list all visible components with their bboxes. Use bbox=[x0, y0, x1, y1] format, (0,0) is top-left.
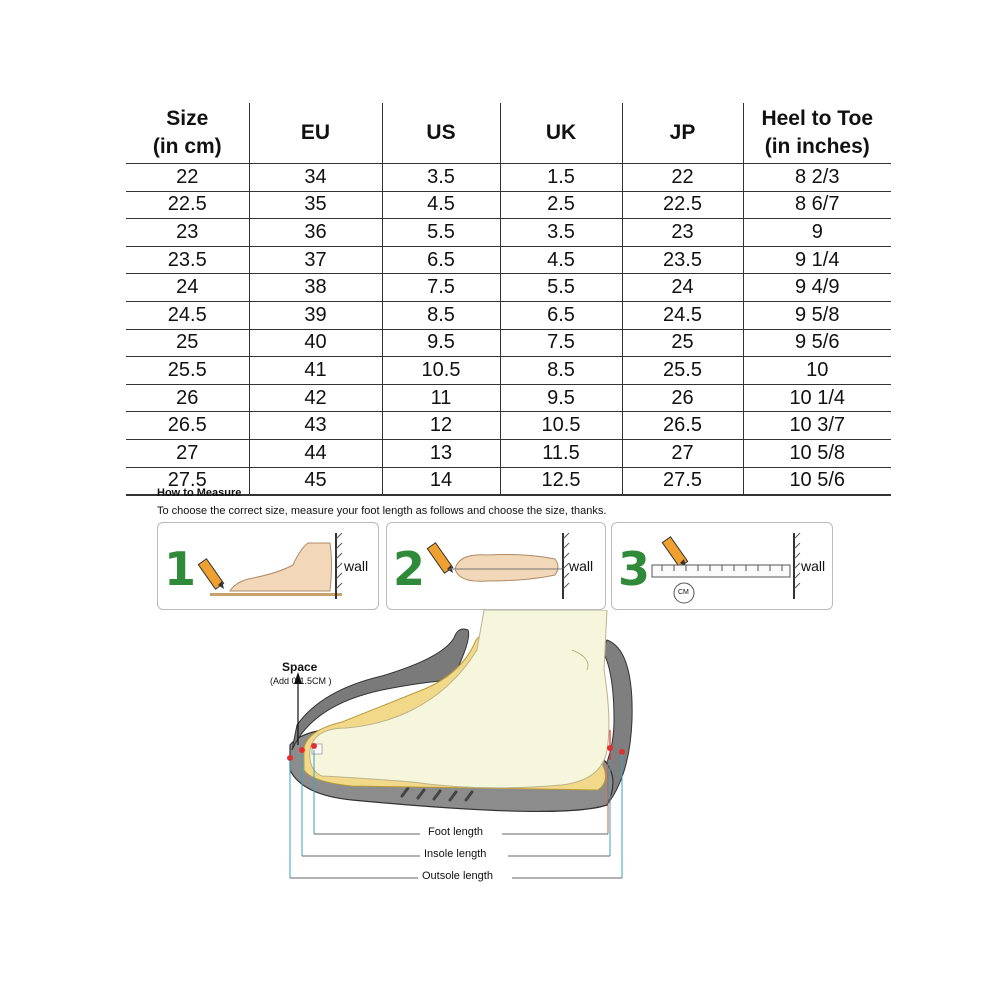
column-header-line: Size bbox=[166, 107, 209, 130]
table-cell: 22 bbox=[126, 164, 249, 192]
table-row bbox=[126, 384, 891, 412]
table-cell: 5.5 bbox=[382, 219, 500, 247]
table-cell: 24.5 bbox=[622, 301, 743, 329]
column-header-line: JP bbox=[669, 121, 696, 144]
table-cell: 37 bbox=[249, 246, 382, 274]
table-cell: 42 bbox=[249, 384, 382, 412]
table-cell: 4.5 bbox=[500, 246, 622, 274]
foot-length-label: Foot length bbox=[428, 826, 484, 838]
table-cell: 24.5 bbox=[126, 301, 249, 329]
table-cell: 9 5/6 bbox=[743, 329, 891, 357]
table-cell: 9.5 bbox=[500, 384, 622, 412]
table-cell: 27 bbox=[126, 439, 249, 467]
table-row bbox=[126, 246, 891, 274]
table-cell: 4.5 bbox=[382, 191, 500, 219]
table-cell: 35 bbox=[249, 191, 382, 219]
table-cell: 23.5 bbox=[126, 246, 249, 274]
table-cell: 8 2/3 bbox=[743, 164, 891, 192]
column-header-subline: (in inches) bbox=[764, 135, 870, 158]
step-2-number: 2 bbox=[393, 542, 426, 596]
pencil-icon bbox=[198, 559, 224, 589]
table-cell: 25 bbox=[126, 329, 249, 357]
space-label: Space bbox=[282, 660, 318, 674]
table-cell: 3.5 bbox=[500, 219, 622, 247]
ruler-cm-label: CM bbox=[678, 589, 689, 596]
table-cell: 27.5 bbox=[126, 467, 249, 495]
column-header bbox=[500, 103, 622, 164]
table-body bbox=[126, 164, 891, 496]
table-cell: 9 bbox=[743, 219, 891, 247]
table-cell: 25.5 bbox=[126, 357, 249, 385]
foot-toe-marker bbox=[311, 743, 317, 749]
table-cell: 6.5 bbox=[500, 301, 622, 329]
table-row bbox=[126, 164, 891, 192]
step-3-panel bbox=[611, 522, 833, 610]
table-cell: 8.5 bbox=[382, 301, 500, 329]
table-cell: 23 bbox=[622, 219, 743, 247]
table-cell: 13 bbox=[382, 439, 500, 467]
column-header bbox=[622, 103, 743, 164]
table-cell: 2.5 bbox=[500, 191, 622, 219]
table-cell: 10 1/4 bbox=[743, 384, 891, 412]
table-cell: 26 bbox=[126, 384, 249, 412]
table-cell: 10 5/6 bbox=[743, 467, 891, 495]
table-cell: 10.5 bbox=[500, 412, 622, 440]
table-cell: 10 3/7 bbox=[743, 412, 891, 440]
column-header-subline: (in cm) bbox=[152, 135, 222, 158]
column-header-line: Heel to Toe bbox=[761, 107, 874, 130]
column-header-line: US bbox=[426, 121, 456, 144]
table-cell: 1.5 bbox=[500, 164, 622, 192]
column-header bbox=[743, 103, 891, 164]
table-cell: 25 bbox=[622, 329, 743, 357]
wall-label: wall bbox=[569, 558, 594, 574]
table-cell: 22.5 bbox=[622, 191, 743, 219]
table-cell: 26 bbox=[622, 384, 743, 412]
table-cell: 11 bbox=[382, 384, 500, 412]
table-cell: 22.5 bbox=[126, 191, 249, 219]
table-cell: 8.5 bbox=[500, 357, 622, 385]
table-cell: 26.5 bbox=[622, 412, 743, 440]
wall-label: wall bbox=[801, 558, 826, 574]
column-header bbox=[249, 103, 382, 164]
table-cell: 38 bbox=[249, 274, 382, 302]
table-cell: 25.5 bbox=[622, 357, 743, 385]
table-cell: 12 bbox=[382, 412, 500, 440]
step-2-panel bbox=[386, 522, 606, 610]
space-note: (Add 0-1.5CM ) bbox=[270, 676, 332, 686]
table-row bbox=[126, 329, 891, 357]
table-row bbox=[126, 357, 891, 385]
table-row bbox=[126, 274, 891, 302]
table-cell: 23.5 bbox=[622, 246, 743, 274]
table-cell: 44 bbox=[249, 439, 382, 467]
table-cell: 23 bbox=[126, 219, 249, 247]
column-header bbox=[382, 103, 500, 164]
table-cell: 9 1/4 bbox=[743, 246, 891, 274]
how-to-measure-title: How to Measure bbox=[157, 487, 242, 499]
table-cell: 9.5 bbox=[382, 329, 500, 357]
table-cell: 41 bbox=[249, 357, 382, 385]
table-cell: 14 bbox=[382, 467, 500, 495]
column-header-line: UK bbox=[545, 121, 577, 144]
table-cell: 10.5 bbox=[382, 357, 500, 385]
foot-top-icon bbox=[455, 555, 558, 582]
table-row bbox=[126, 219, 891, 247]
table-cell: 22 bbox=[622, 164, 743, 192]
ruler-icon bbox=[652, 565, 790, 577]
table-cell: 3.5 bbox=[382, 164, 500, 192]
table-cell: 5.5 bbox=[500, 274, 622, 302]
table-cell: 6.5 bbox=[382, 246, 500, 274]
shoe-length-diagram bbox=[262, 610, 642, 890]
table-cell: 10 bbox=[743, 357, 891, 385]
table-cell: 27.5 bbox=[622, 467, 743, 495]
table-cell: 11.5 bbox=[500, 439, 622, 467]
insole-toe-marker bbox=[299, 747, 305, 753]
column-header bbox=[126, 103, 249, 164]
table-header-row bbox=[126, 103, 891, 164]
table-cell: 9 4/9 bbox=[743, 274, 891, 302]
pencil-icon bbox=[662, 537, 687, 567]
ruler-measure-illustration bbox=[612, 523, 832, 609]
table-row bbox=[126, 439, 891, 467]
step-1-panel bbox=[157, 522, 379, 610]
table-cell: 45 bbox=[249, 467, 382, 495]
table-cell: 8 6/7 bbox=[743, 191, 891, 219]
table-row bbox=[126, 301, 891, 329]
table-cell: 39 bbox=[249, 301, 382, 329]
table-row bbox=[126, 412, 891, 440]
insole-length-label: Insole length bbox=[424, 848, 487, 860]
foot-side-icon bbox=[230, 543, 332, 591]
table-cell: 40 bbox=[249, 329, 382, 357]
table-cell: 7.5 bbox=[382, 274, 500, 302]
size-chart-table bbox=[126, 103, 891, 496]
table-row bbox=[126, 191, 891, 219]
table-cell: 43 bbox=[249, 412, 382, 440]
measure-instruction: To choose the correct size, measure your foot length as follows and choose the size, thanks. bbox=[157, 505, 607, 517]
table-cell: 24 bbox=[126, 274, 249, 302]
step-3-number: 3 bbox=[618, 542, 651, 596]
column-header-line: EU bbox=[300, 121, 331, 144]
table-cell: 26.5 bbox=[126, 412, 249, 440]
step-1-number: 1 bbox=[164, 542, 197, 596]
table-cell: 7.5 bbox=[500, 329, 622, 357]
table-cell: 27 bbox=[622, 439, 743, 467]
table-cell: 12.5 bbox=[500, 467, 622, 495]
table-cell: 36 bbox=[249, 219, 382, 247]
outsole-length-label: Outsole length bbox=[422, 870, 493, 882]
table-cell: 24 bbox=[622, 274, 743, 302]
table-cell: 10 5/8 bbox=[743, 439, 891, 467]
wall-label: wall bbox=[344, 558, 369, 574]
table-cell: 9 5/8 bbox=[743, 301, 891, 329]
table-cell: 34 bbox=[249, 164, 382, 192]
